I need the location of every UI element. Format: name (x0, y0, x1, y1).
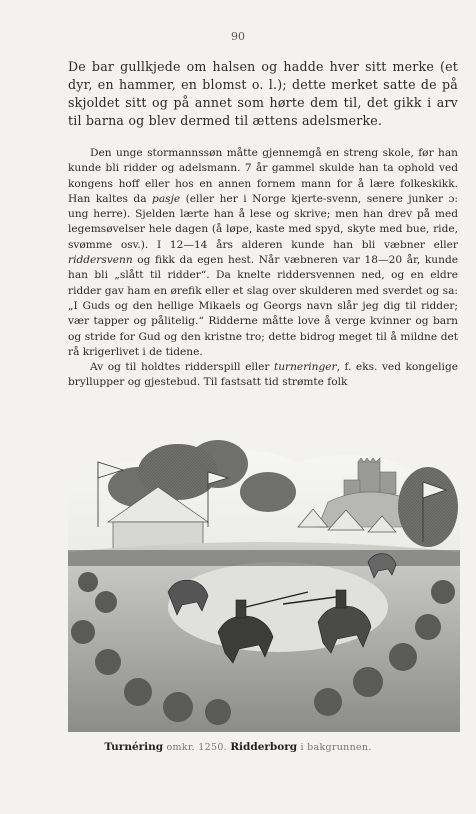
term-turneringer: turneringer (273, 361, 337, 374)
paragraph-2-part1: Den unge stormannssøn måtte gjennemgå en streng skole, før han kunde bli ridder og adelsmann. 7 år gammel skulde han ta ophold ved kongens hoff eller hos en annen fornem mann for å lære folkeskikk. Han kaltes da (68, 147, 458, 205)
paragraph-3-part1: Av og til holdtes ridderspill eller (90, 361, 274, 374)
caption-note: i bakgrunnen. (297, 742, 372, 753)
caption-date: omkr. 1250. (163, 742, 231, 753)
caption-title-2: Ridderborg (230, 741, 298, 753)
paragraph-2-part2: (eller her i Norge kjerte-svenn, senere junker ɔ: ung herre). Sjelden lærte han å lese og skrive; men han drev på med legemsøvelser hele dagen (å løpe, kaste med spyd, skyte med bue, ride, svømme osv.). I 12—14 års alderen kunde han bli væbner eller (68, 192, 458, 251)
paragraph-3 (68, 360, 458, 391)
term-pasje: pasje (152, 192, 181, 205)
paragraph-1 (68, 58, 458, 130)
paragraph-2-part3: og fikk da egen hest. Når væbneren var 18—20 år, kunde han bli „slått til ridder“. Da knelte riddersvennen ned, og en eldre ridder gav ham en ørefik eller et slag over skulderen med sverdet og sa: „I Guds og den hellige Mikaels og Georgs navn slår jeg dig til ridder; vær tapper og pålitelig.“ Ridderne måtte love å verge kvinner og barn og stride for Gud og den kristne tro; dette bidrog meget til å mildne det rå krigerlivet i de tidene. (68, 254, 458, 358)
paragraph-3-part2: , f. eks. ved kongelige bryllupper og gjestebud. Til fastsatt tid strømte folk (68, 361, 458, 389)
caption-title-1: Turnéring (104, 741, 164, 753)
body-text (68, 146, 458, 391)
engraving-image (68, 432, 460, 732)
term-riddersvenn: riddersvenn (68, 254, 133, 267)
paragraph-1-text: De bar gullkjede om halsen og hadde hver sitt merke (et dyr, en hammer, en blomst o. l.); dette merket satte de på skjoldet sitt og på annet som hørte dem til, det gikk i arv til barna og blev dermed til ættens adelsmerke. (68, 59, 458, 128)
tournament-illustration (68, 432, 460, 732)
paragraph-2 (68, 146, 458, 360)
page-number: 90 (231, 30, 245, 43)
figure-caption (0, 741, 476, 753)
